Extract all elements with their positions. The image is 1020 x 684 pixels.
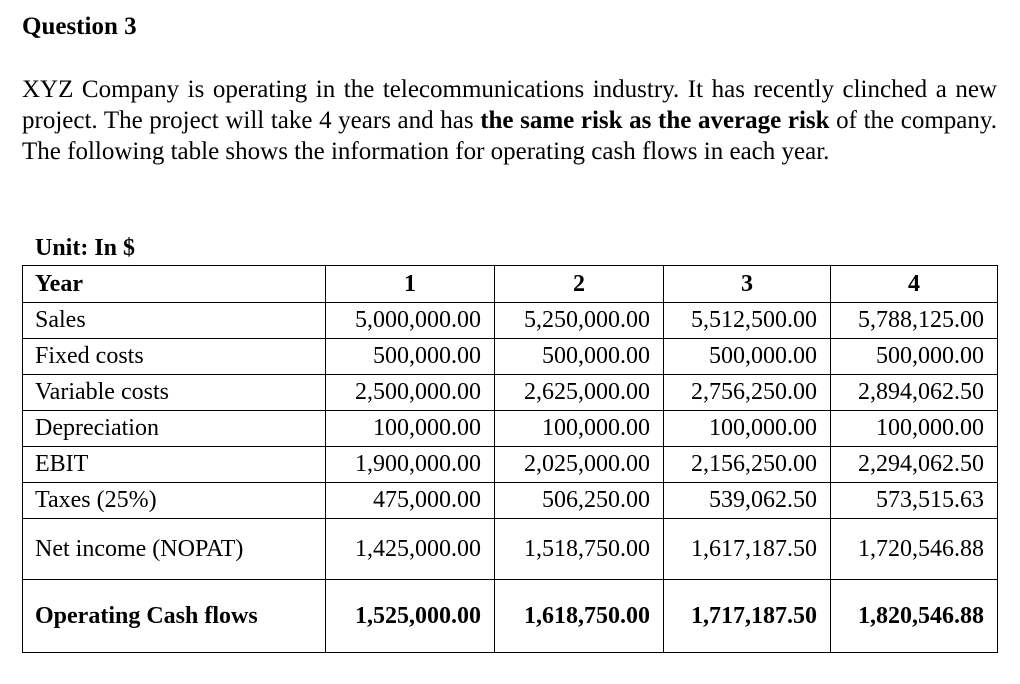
row-label: Fixed costs [23, 339, 326, 375]
cell-value: 2,894,062.50 [831, 375, 998, 411]
table-header-row [23, 266, 998, 303]
table-row-fixed-costs [23, 339, 998, 375]
paragraph-text-part2: of the company. The following table shows the information for operating cash flows in each year. [22, 107, 997, 165]
cell-value: 5,000,000.00 [326, 303, 495, 339]
cell-value: 500,000.00 [831, 339, 998, 375]
cell-value: 506,250.00 [495, 483, 664, 519]
cash-flow-table [22, 265, 998, 653]
cell-value: 573,515.63 [831, 483, 998, 519]
cell-value: 1,720,546.88 [831, 519, 998, 580]
row-label: Operating Cash flows [23, 580, 326, 653]
cell-value: 5,250,000.00 [495, 303, 664, 339]
cell-value: 1,525,000.00 [326, 580, 495, 653]
table-row-depreciation [23, 411, 998, 447]
table-row-ebit [23, 447, 998, 483]
header-year-3: 3 [664, 266, 831, 303]
cell-value: 475,000.00 [326, 483, 495, 519]
cell-value: 2,294,062.50 [831, 447, 998, 483]
header-year-1: 1 [326, 266, 495, 303]
row-label: Sales [23, 303, 326, 339]
cell-value: 1,518,750.00 [495, 519, 664, 580]
paragraph-text-part1: XYZ Company is operating in the telecommunications industry. It has recently clinched a new project. The project will take 4 years and has [22, 76, 997, 134]
table-row-sales [23, 303, 998, 339]
cell-value: 1,820,546.88 [831, 580, 998, 653]
paragraph-bold-text: the same risk as the average risk [480, 107, 830, 134]
cell-value: 1,618,750.00 [495, 580, 664, 653]
table-row-variable-costs [23, 375, 998, 411]
unit-label: Unit: In $ [35, 235, 136, 261]
row-label: EBIT [23, 447, 326, 483]
cell-value: 100,000.00 [664, 411, 831, 447]
cell-value: 500,000.00 [664, 339, 831, 375]
row-label: Depreciation [23, 411, 326, 447]
cell-value: 2,625,000.00 [495, 375, 664, 411]
cell-value: 500,000.00 [495, 339, 664, 375]
header-year-4: 4 [831, 266, 998, 303]
row-label: Taxes (25%) [23, 483, 326, 519]
cell-value: 2,756,250.00 [664, 375, 831, 411]
row-label: Variable costs [23, 375, 326, 411]
cell-value: 1,900,000.00 [326, 447, 495, 483]
cell-value: 2,156,250.00 [664, 447, 831, 483]
table-row-net-income [23, 519, 998, 580]
cell-value: 100,000.00 [831, 411, 998, 447]
table-row-taxes [23, 483, 998, 519]
cell-value: 100,000.00 [326, 411, 495, 447]
question-title: Question 3 [22, 13, 137, 40]
cell-value: 1,717,187.50 [664, 580, 831, 653]
cell-value: 1,617,187.50 [664, 519, 831, 580]
cell-value: 5,788,125.00 [831, 303, 998, 339]
header-year: Year [23, 266, 326, 303]
cell-value: 539,062.50 [664, 483, 831, 519]
cell-value: 500,000.00 [326, 339, 495, 375]
header-year-2: 2 [495, 266, 664, 303]
row-label: Net income (NOPAT) [23, 519, 326, 580]
cell-value: 5,512,500.00 [664, 303, 831, 339]
cell-value: 1,425,000.00 [326, 519, 495, 580]
cell-value: 2,025,000.00 [495, 447, 664, 483]
table-row-operating-cash-flows [23, 580, 998, 653]
cell-value: 100,000.00 [495, 411, 664, 447]
question-paragraph [22, 74, 997, 167]
cell-value: 2,500,000.00 [326, 375, 495, 411]
